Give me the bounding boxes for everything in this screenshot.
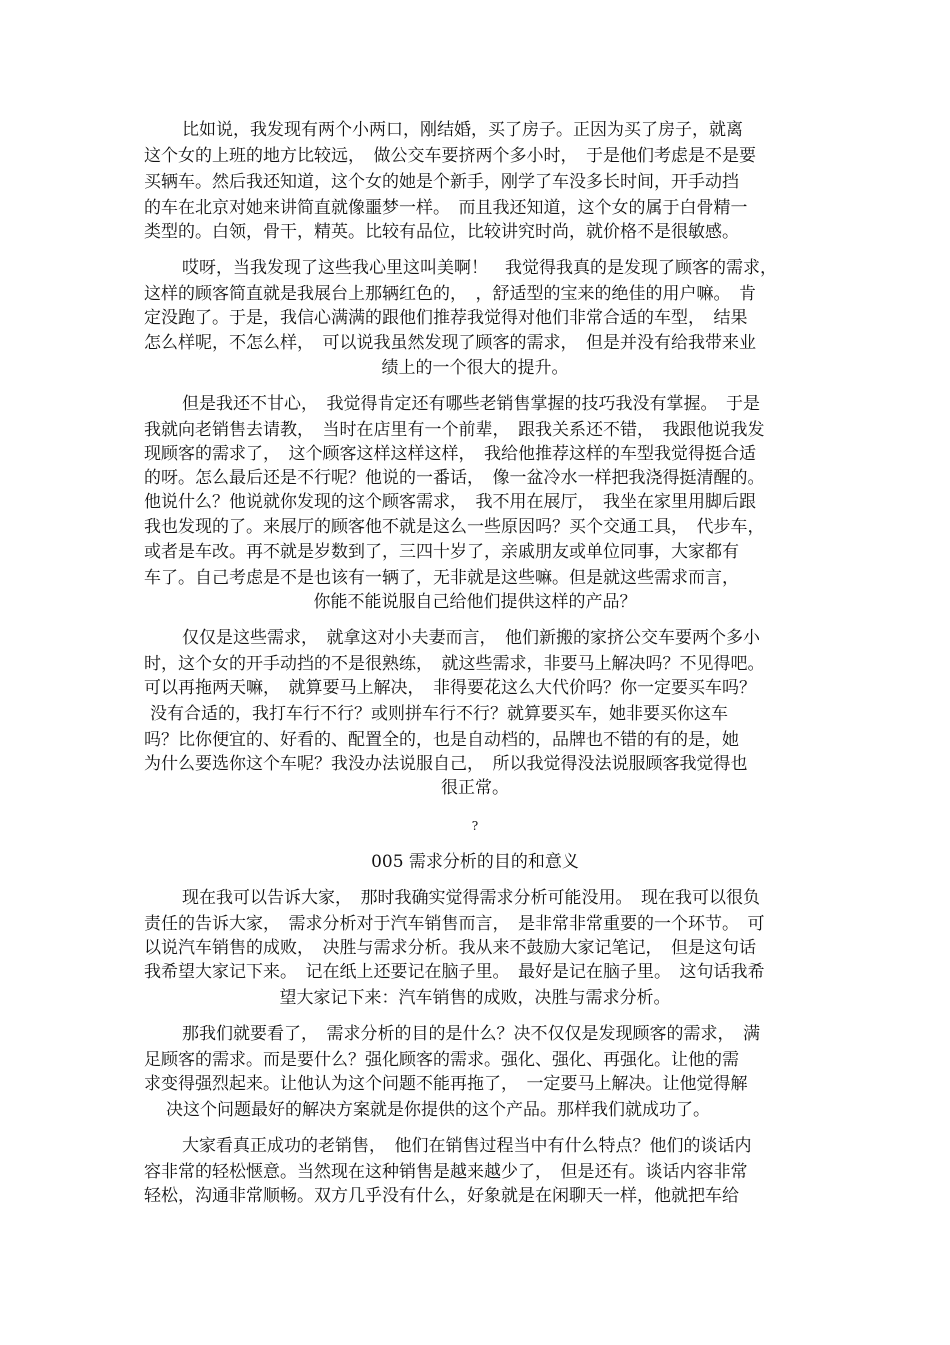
text-line: 买辆车。然后我还知道，这个女的她是个新手，刚学了车没多长时间，开手动挡 [144,172,739,192]
text-line: 绩上的一个很大的提升。 [381,358,569,378]
section-heading: 005 需求分析的目的和意义 [371,852,579,872]
text-line: 类型的。白领，骨干，精英。比较有品位，比较讲究时尚，就价格不是很敏感。 [144,222,739,242]
text-line: 他说什么？他说就你发现的这个顾客需求， 我不用在展厅， 我坐在家里用脚后跟 [144,492,756,512]
text-line: 定没跑了。于是，我信心满满的跟他们推荐我觉得对他们非常合适的车型， 结果 [144,308,748,328]
text-line: 大家看真正成功的老销售， 他们在销售过程当中有什么特点？他们的谈话内 [182,1136,752,1156]
text-line: 责任的告诉大家， 需求分析对于汽车销售而言， 是非常非常重要的一个环节。 可 [144,914,765,934]
text-line: 哎呀，当我发现了这些我心里这叫美啊！ 我觉得我真的是发现了顾客的需求， [182,258,777,278]
text-line: 但是我还不甘心， 我觉得肯定还有哪些老销售掌握的技巧我没有掌握。 于是 [182,394,760,414]
text-line: 这个女的上班的地方比较远， 做公交车要挤两个多小时， 于是他们考虑是不是要 [144,146,756,166]
text-line: 求变得强烈起来。让他认为这个问题不能再拖了， 一定要马上解决。让他觉得解 [144,1074,748,1094]
text-line: 或者是车改。再不就是岁数到了，三四十岁了，亲戚朋友或单位同事，大家都有 [144,542,739,562]
text-line: 现顾客的需求了， 这个顾客这样这样这样， 我给他推荐这样的车型我觉得挺合适 [144,444,756,464]
text-line: 吗？比你便宜的、好看的、配置全的，也是自动档的，品牌也不错的有的是，她 [144,730,739,750]
text-line: 车了。自己考虑是不是也该有一辆了，无非就是这些嘛。但是就这些需求而言， [144,568,739,588]
text-line: 可以再拖两天嘛， 就算要马上解决， 非得要花这么大代价吗？你一定要买车吗？ [144,678,756,698]
text-line: 没有合适的，我打车行不行？或则拼车行不行？就算要买车，她非要买你这车 [150,704,728,724]
text-line: 这样的顾客简直就是我展台上那辆红色的， ，舒适型的宝来的绝佳的用户嘛。 肯 [144,284,756,304]
text-line: 容非常的轻松惬意。当然现在这种销售是越来越少了， 但是还有。谈话内容非常 [144,1162,748,1182]
separator-mark: ? [471,819,479,833]
text-line: 决这个问题最好的解决方案就是你提供的这个产品。那样我们就成功了。 [166,1100,710,1120]
text-line: 的呀。怎么最后还是不行呢？他说的一番话， 像一盆冷水一样把我浇得挺清醒的。 [144,468,765,488]
text-line: 足顾客的需求。而是要什么？强化顾客的需求。强化、强化、再强化。让他的需 [144,1050,739,1070]
text-line: 时，这个女的开手动挡的不是很熟练， 就这些需求，非要马上解决吗？不见得吧。 [144,654,765,674]
text-line: 以说汽车销售的成败， 决胜与需求分析。我从来不鼓励大家记笔记， 但是这句话 [144,938,756,958]
text-line: 比如说，我发现有两个小两口，刚结婚，买了房子。正因为买了房子，就离 [182,120,743,140]
text-line: 那我们就要看了， 需求分析的目的是什么？决不仅仅是发现顾客的需求， 满 [182,1024,760,1044]
text-line: 轻松，沟通非常顺畅。双方几乎没有什么，好象就是在闲聊天一样，他就把车给 [144,1186,739,1206]
text-line: 现在我可以告诉大家， 那时我确实觉得需求分析可能没用。 现在我可以很负 [182,888,760,908]
text-line: 怎么样呢，不怎么样， 可以说我虽然发现了顾客的需求， 但是并没有给我带来业 [144,333,756,353]
text-line: 望大家记下来：汽车销售的成败，决胜与需求分析。 [279,988,671,1008]
text-line: 我也发现的了。来展厅的顾客他不就是这么一些原因吗？买个交通工具， 代步车， [144,517,765,537]
text-line: 我希望大家记下来。 记在纸上还要记在脑子里。 最好是记在脑子里。 这句话我希 [144,962,765,982]
text-line: 你能不能说服自己给他们提供这样的产品？ [313,592,637,612]
text-line: 我就向老销售去请教， 当时在店里有一个前辈， 跟我关系还不错， 我跟他说我发 [144,420,765,440]
text-line: 很正常。 [441,778,509,798]
text-line: 为什么要选你这个车呢？我没办法说服自己， 所以我觉得没法说服顾客我觉得也 [144,754,748,774]
text-line: 的车在北京对她来讲简直就像噩梦一样。 而且我还知道，这个女的属于白骨精一 [144,198,748,218]
text-line: 仅仅是这些需求， 就拿这对小夫妻而言， 他们新搬的家挤公交车要两个多小 [182,628,760,648]
